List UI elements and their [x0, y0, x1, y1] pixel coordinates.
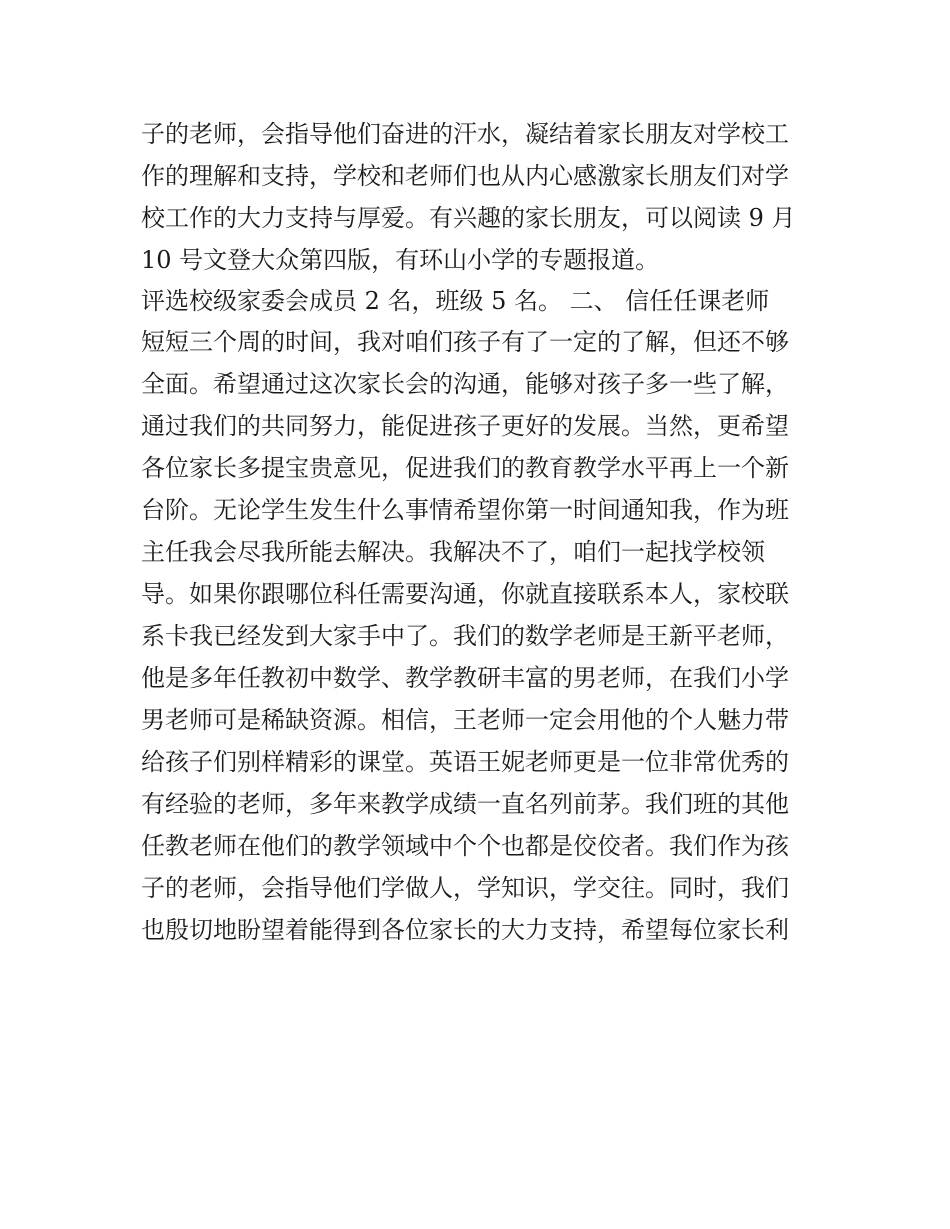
text-line: 他是多年任教初中数学、教学教研丰富的男老师，在我们小学 — [141, 664, 789, 692]
text-line: 通过我们的共同努力，能促进孩子更好的发展。当然，更希望 — [141, 412, 789, 440]
text-line: 系卡我已经发到大家手中了。我们的数学老师是王新平老师， — [141, 622, 789, 650]
text-line: 子的老师，会指导他们奋进的汗水，凝结着家长朋友对学校工 — [141, 120, 789, 148]
text-line: 10 号文登大众第四版，有环山小学的专题报道。 — [141, 246, 660, 274]
text-line: 任教老师在他们的教学领域中个个也都是佼佼者。我们作为孩 — [141, 832, 789, 860]
text-line: 主任我会尽我所能去解决。我解决不了，咱们一起找学校领 — [141, 538, 765, 566]
text-line: 各位家长多提宝贵意见，促进我们的教育教学水平再上一个新 — [141, 454, 789, 482]
text-line: 作的理解和支持，学校和老师们也从内心感激家长朋友们对学 — [141, 162, 789, 190]
text-line: 短短三个周的时间，我对咱们孩子有了一定的了解，但还不够 — [141, 328, 789, 356]
body-text — [141, 113, 821, 951]
text-line: 子的老师，会指导他们学做人，学知识，学交往。同时，我们 — [141, 874, 789, 902]
text-line: 男老师可是稀缺资源。相信，王老师一定会用他的个人魅力带 — [141, 706, 789, 734]
text-line: 全面。希望通过这次家长会的沟通，能够对孩子多一些了解， — [141, 370, 789, 398]
text-line: 导。如果你跟哪位科任需要沟通，你就直接联系本人，家校联 — [141, 580, 789, 608]
text-line: 台阶。无论学生发生什么事情希望你第一时间通知我，作为班 — [141, 496, 789, 524]
text-line: 有经验的老师，多年来教学成绩一直名列前茅。我们班的其他 — [141, 790, 789, 818]
text-line: 给孩子们别样精彩的课堂。英语王妮老师更是一位非常优秀的 — [141, 748, 789, 776]
text-line: 评选校级家委会成员 2 名，班级 5 名。 二、 信任任课老师 — [141, 287, 770, 315]
text-line: 校工作的大力支持与厚爱。有兴趣的家长朋友，可以阅读 9 月 — [141, 204, 796, 232]
text-line: 也殷切地盼望着能得到各位家长的大力支持，希望每位家长利 — [141, 916, 789, 944]
